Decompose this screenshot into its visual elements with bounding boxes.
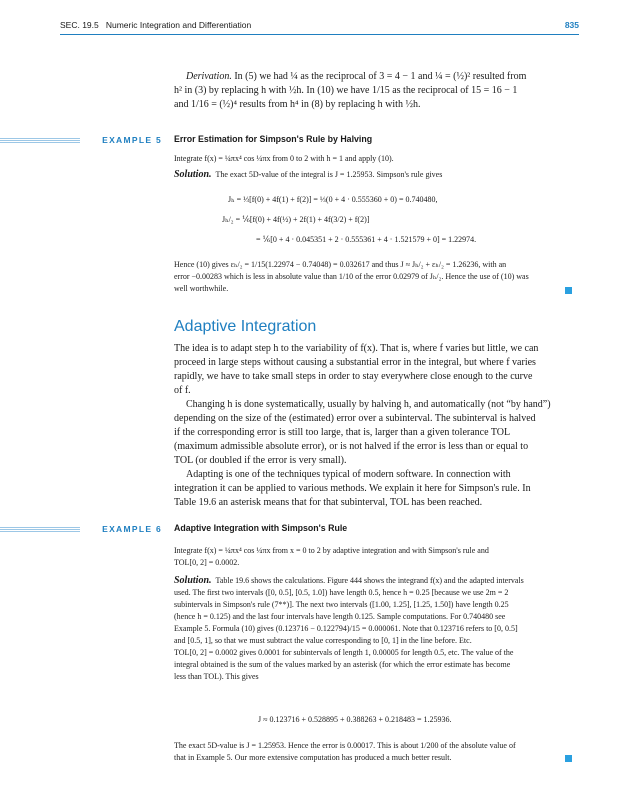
example-6-solution-line-1: Table 19.6 shows the calculations. Figure 444 shows the integrand f(x) and the adapted intervals xyxy=(215,576,524,585)
adaptive-p2-line-4: (maximum admissible absolute error), or is not halved if the error is less than or equal to xyxy=(174,441,529,452)
derivation-line-1: In (5) we had ¼ as the reciprocal of 3 = 4 − 1 and ¼ = (½)² resulted from xyxy=(234,71,527,82)
example-6-solution-line-9: less than TOL). This gives xyxy=(174,672,259,681)
adaptive-paragraph-3 xyxy=(174,468,579,510)
derivation-label: Derivation. xyxy=(186,71,232,82)
example-6-solution-line-3: subintervals in Simpson's rule (7**)]. The next two intervals ([1.00, 1.25], [1.25, 1.50]) have length 0.25 xyxy=(174,600,509,609)
example-6-solution-line-4: (hence h = 0.125) and the last four intervals have length 0.125. Sample computations. For 0.740480 see xyxy=(174,612,506,621)
example-6-statement-line-1: Integrate f(x) = ¼πx⁴ cos ¼πx from x = 0 to 2 by adaptive integration and with Simpson's rule and xyxy=(174,546,489,555)
example-6-solution-line-7: TOL[0, 2] = 0.0002 gives 0.0001 for subintervals of length 1, 0.00005 for length 0.5, etc. The value of the xyxy=(174,648,514,657)
adaptive-paragraph-2 xyxy=(174,398,579,468)
end-of-example-mark xyxy=(565,287,572,294)
solution-label: Solution. xyxy=(174,169,212,180)
example-5-tag: EXAMPLE 5 xyxy=(102,135,162,145)
solution-label: Solution. xyxy=(174,575,212,586)
example-6-statement-line-2: TOL[0, 2] = 0.0002. xyxy=(174,558,240,567)
derivation-line-3: and 1/16 = (½)⁴ results from h⁴ in (8) by replacing h with ½h. xyxy=(174,99,421,110)
example-5-result-line-1: Hence (10) gives εₕ/₂ = 1/15(1.22974 − 0.74048) = 0.032617 and thus J ≈ Jₕ/₂ + εₕ/₂ = 1.26236, with an xyxy=(174,260,507,269)
header-section: SEC. 19.5 xyxy=(60,20,99,30)
adaptive-p1-line-1: The idea is to adapt step h to the variability of f(x). That is, where f varies but little, we can xyxy=(174,343,539,354)
example-6-tag: EXAMPLE 6 xyxy=(102,524,162,534)
header-left xyxy=(60,20,251,30)
example-5-label xyxy=(0,135,170,147)
header-title: Numeric Integration and Differentiation xyxy=(105,20,252,30)
adaptive-paragraph-1 xyxy=(174,342,579,398)
example-6-final-line-2: that in Example 5. Our more extensive computation has produced a much better result. xyxy=(174,753,452,762)
example-6-solution-line-8: integral obtained is the sum of the values marked by an asterisk (for which the error estimate has become xyxy=(174,660,511,669)
adaptive-p2-line-2: depending on the size of the (estimated) error over a subinterval. The subinterval is halved xyxy=(174,413,536,424)
example-6-solution-line-6: and [0.5, 1], so that we must subtract the value corresponding to [0, 1] in the line before. Etc. xyxy=(174,636,472,645)
adaptive-p1-line-2: proceed in large steps without causing a substantial error in the integral, but where f varies xyxy=(174,357,536,368)
example-bar xyxy=(0,138,80,143)
adaptive-p3-line-3: Table 19.6 an asterisk means that for that subinterval, TOL has been reached. xyxy=(174,497,483,508)
example-6-title: Adaptive Integration with Simpson's Rule xyxy=(174,523,348,533)
example-5-statement: Integrate f(x) = ¼πx⁴ cos ¼πx from 0 to 2 with h = 1 and apply (10). xyxy=(174,154,394,163)
adaptive-p1-line-4: of f. xyxy=(174,385,191,396)
example-6-final xyxy=(174,740,579,764)
adaptive-p1-line-3: rapidly, we have to take small steps in order to stay everywhere close enough to the curve xyxy=(174,371,533,382)
example-6-statement xyxy=(174,545,579,569)
example-5-eq1: Jₕ = ⅓[f(0) + 4f(1) + f(2)] = ⅓(0 + 4 · 0.555360 + 0) = 0.740480, xyxy=(228,195,438,204)
adaptive-p2-line-3: if the corresponding error is still too large, that is, larger than a given tolerance TOL xyxy=(174,427,511,438)
adaptive-p2-line-1: Changing h is done systematically, usually by halving h, and automatically (not “by hand”) xyxy=(186,399,551,410)
example-6-solution xyxy=(174,575,579,683)
example-5-solution-text: The exact 5D-value of the integral is J = 1.25953. Simpson's rule gives xyxy=(215,170,443,179)
example-6-solution-line-2: used. The first two intervals ([0, 0.5], [0.5, 1.0]) have length 0.5, hence h = 0.25 [because we use 2m = 2 xyxy=(174,588,509,597)
example-5-eq2: Jₕ/₂ = ⅙[f(0) + 4f(½) + 2f(1) + 4f(3/2) + f(2)] xyxy=(222,215,370,224)
example-5-solution xyxy=(174,169,579,181)
adaptive-p2-line-5: TOL (or doubled if the error is very small). xyxy=(174,455,347,466)
example-5-title: Error Estimation for Simpson's Rule by Halving xyxy=(174,134,373,144)
example-5-result xyxy=(174,259,579,295)
example-6-final-line-1: The exact 5D-value is J = 1.25953. Hence the error is 0.00017. This is about 1/200 of the absolute value of xyxy=(174,741,516,750)
derivation-paragraph xyxy=(174,70,579,112)
example-bar xyxy=(0,527,80,532)
derivation-line-2: h² in (3) by replacing h with ½h. In (10) we have 1/15 as the reciprocal of 15 = 16 − 1 xyxy=(174,85,518,96)
section-title: Adaptive Integration xyxy=(174,318,317,335)
adaptive-p3-line-1: Adapting is one of the techniques typical of modern software. In connection with xyxy=(186,469,511,480)
running-header xyxy=(60,20,579,40)
example-6-label xyxy=(0,524,170,536)
header-rule xyxy=(60,34,579,35)
example-6-eq: J ≈ 0.123716 + 0.528895 + 0.388263 + 0.218483 = 1.25936. xyxy=(258,715,452,724)
example-5-eq3: = ⅙[0 + 4 · 0.045351 + 2 · 0.555361 + 4 · 1.521579 + 0] = 1.22974. xyxy=(256,235,477,244)
example-5-result-line-2: error −0.00283 which is less in absolute value than 1/10 of the error 0.02979 of Jₕ/₂. Hence the use of (10) was xyxy=(174,272,529,281)
page-number: 835 xyxy=(564,20,579,30)
adaptive-p3-line-2: integration it can be applied to various methods. We explain it here for Simpson's rule. In xyxy=(174,483,531,494)
example-6-solution-line-5: Example 5. Formula (10) gives (0.123716 − 0.122794)/15 = 0.000061. Note that 0.123716 refers to [0, 0.5] xyxy=(174,624,518,633)
end-of-example-mark xyxy=(565,755,572,762)
example-5-result-line-3: well worthwhile. xyxy=(174,284,229,293)
